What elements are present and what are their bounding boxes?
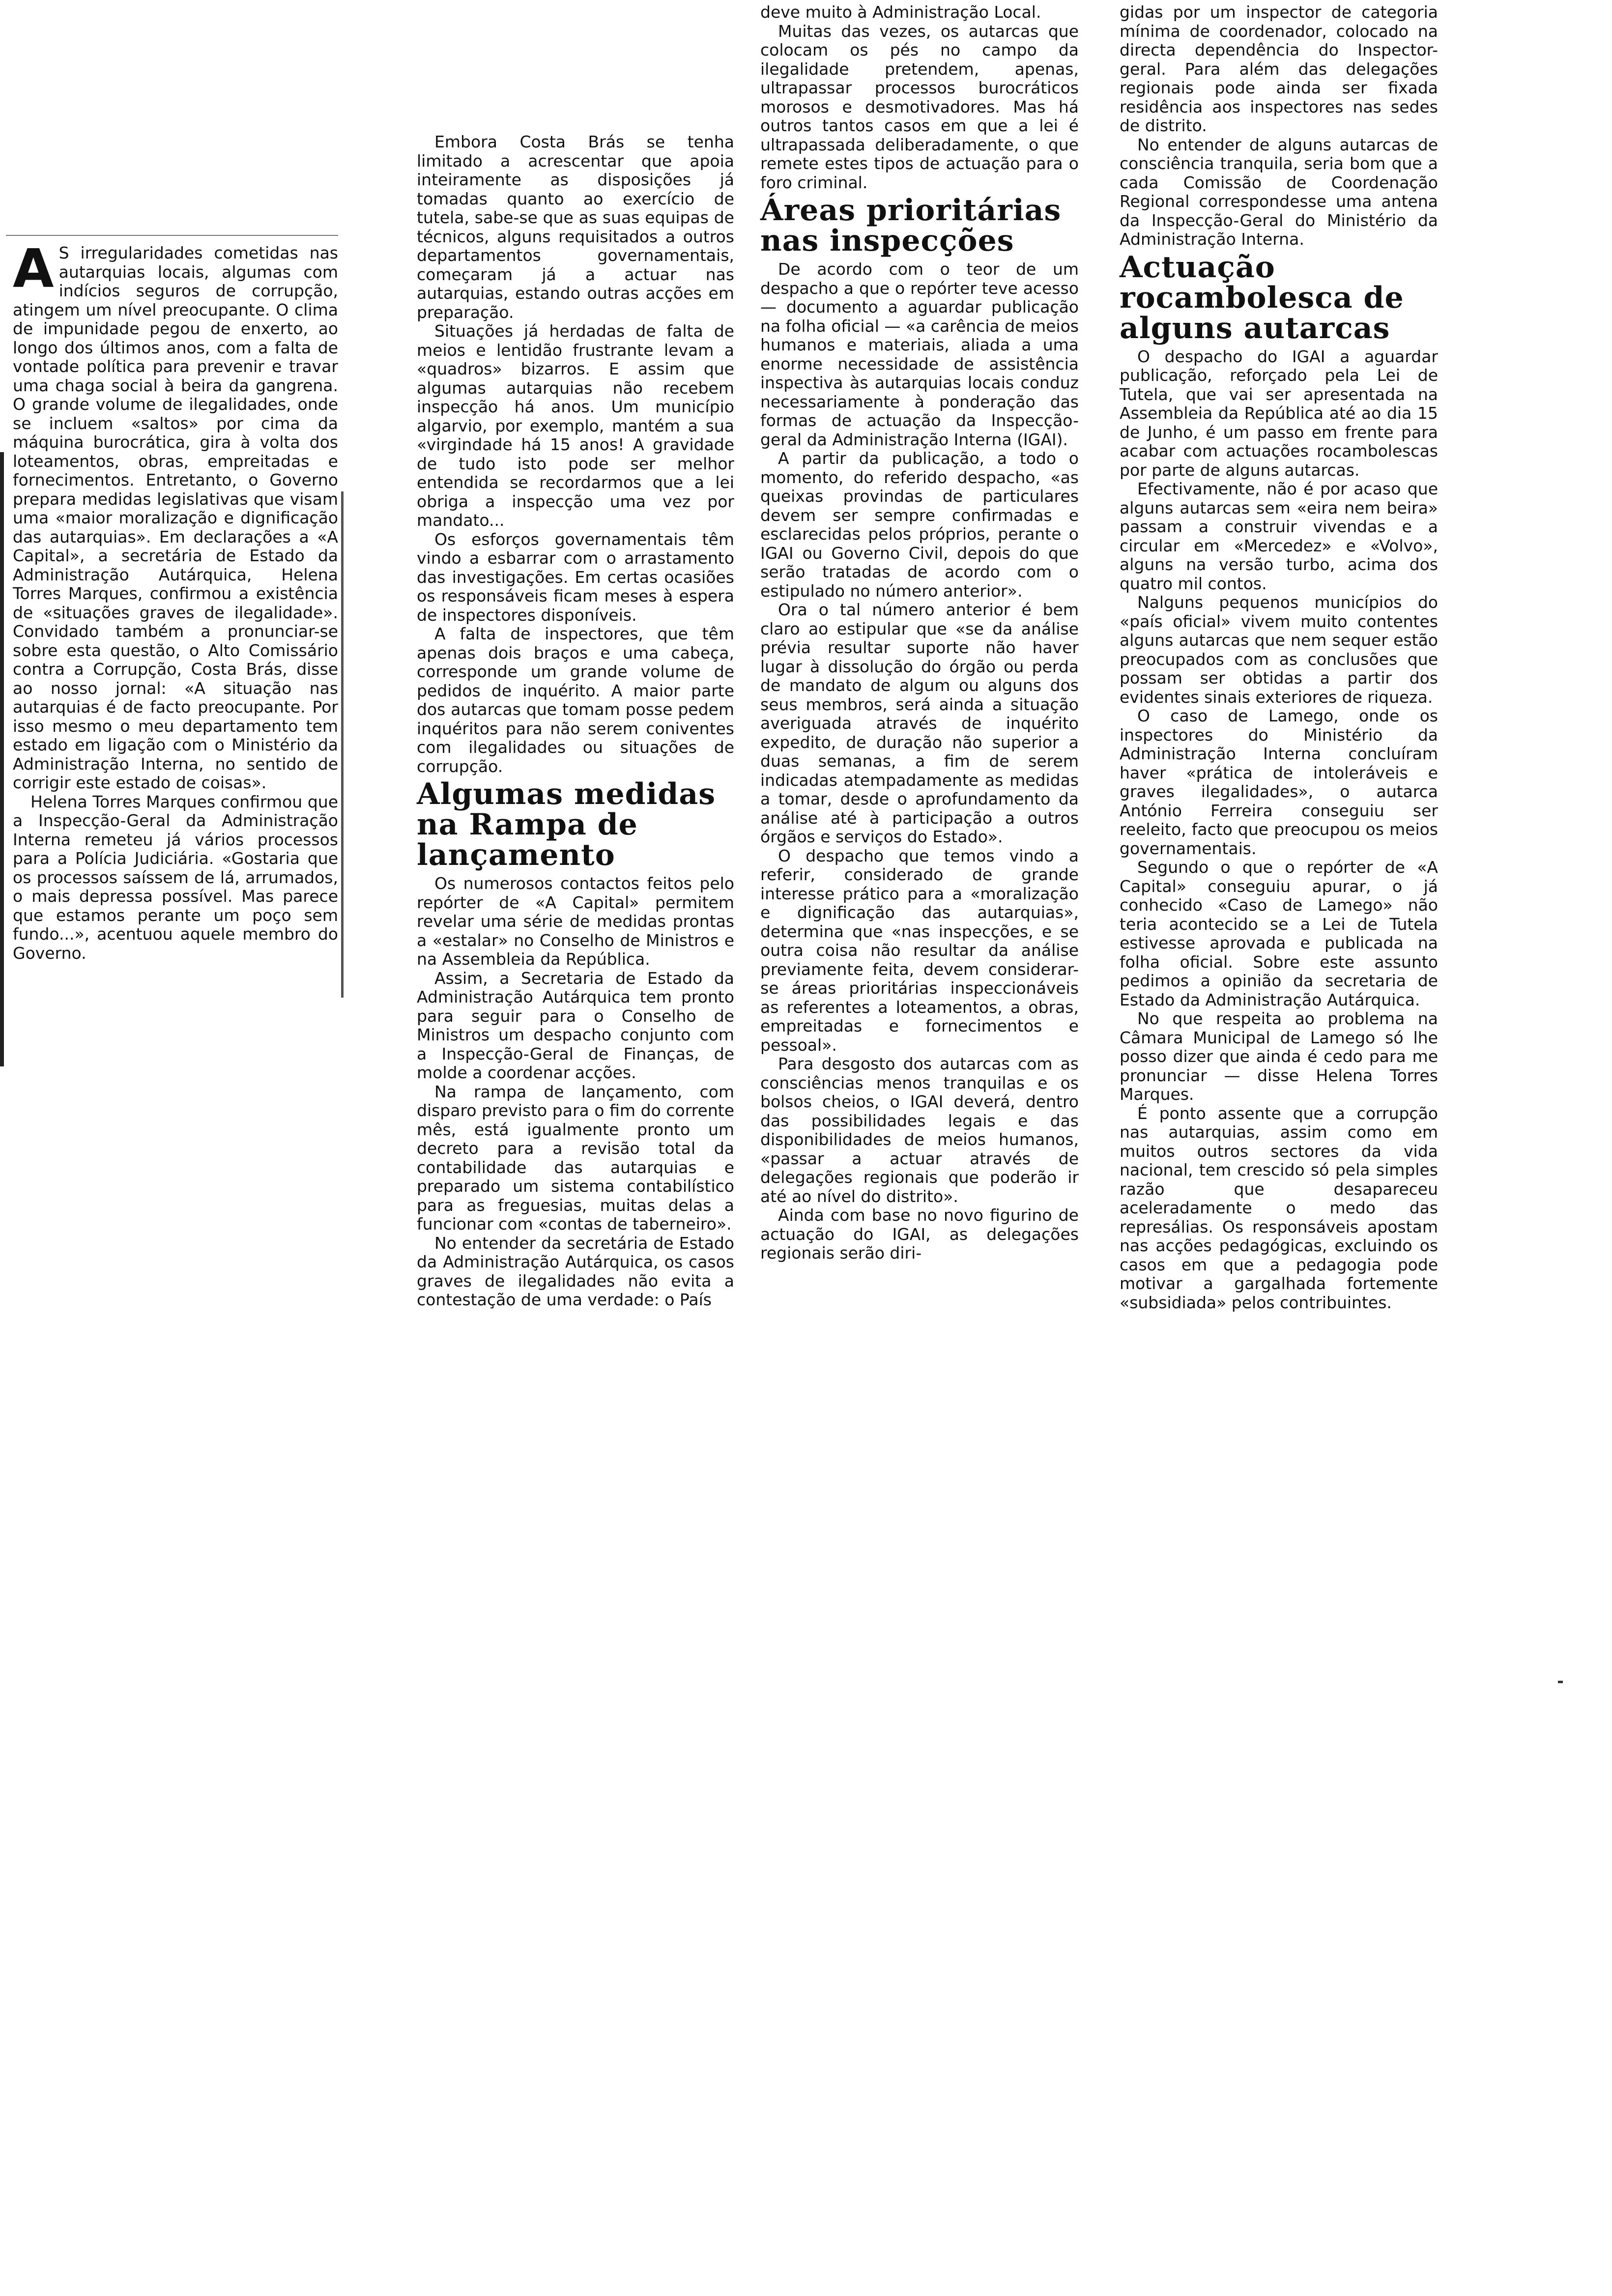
- col2-paragraph: Embora Costa Brás se tenha limitado a acrescentar que apoia inteiramente as disposições já tomadas quanto ao exercício de tutela, sabe-se que as suas equipas de técnicos, alguns requisitados a outros departamentos governamentais, começaram já a actuar nas autarquias, estando outras acções em preparação.: [417, 132, 734, 322]
- subheading-areas: Áreas prioritárias nas inspecções: [760, 193, 1062, 258]
- left-margin-bar: [0, 452, 4, 1066]
- col4-paragraph: Segundo o que o repórter de «A Capital» conseguiu apurar, o já conhecido «Caso de Lamego» não teria acontecido se a Lei de Tutela estivesse aprovada e publicada na folha oficial. Sobre este assunto pedimos a opinião da secretaria de Estado da Administração Autárquica.: [1120, 858, 1438, 1009]
- col2-paragraph: Situações já herdadas de falta de meios e lentidão frustrante levam a «quadros» bizarros. E assim que algumas autarquias não recebem inspecção há anos. Um município algarvio, por exemplo, mantém a sua «virgindade há 15 anos! A gravidade de tudo isto pode ser melhor entendida se recordarmos que a lei obriga a inspecção uma vez por mandato...: [417, 321, 734, 530]
- col4-paragraph: No que respeita ao problema na Câmara Municipal de Lamego só lhe posso dizer que ainda é cedo para me pronunciar — disse Helena Torres Marques.: [1120, 1009, 1438, 1104]
- col4-paragraph: No entender de alguns autarcas de consciência tranquila, seria bom que a cada Comissão de Coordenação Regional correspondesse uma antena da Inspecção-Geral do Ministério da Administração Interna.: [1120, 135, 1438, 249]
- col4-paragraph: Efectivamente, não é por acaso que alguns autarcas sem «eira nem beira» passam a construir vivendas e a circular em «Mercedez» e «Volvo», alguns na versão turbo, acima dos quatro mil contos.: [1120, 479, 1438, 593]
- col4-paragraph: O caso de Lamego, onde os inspectores do Ministério da Administração Interna concluíram haver «prática de intoleráveis e graves ilegalidades», o autarca António Ferreira conseguiu ser reeleito, facto que preocupou os meios governamentais.: [1120, 706, 1438, 858]
- col1-paragraph: S irregularidades cometidas nas autarquias locais, algumas com indícios seguros de corrupção, atingem um nível preocupante. O clima de impunidade pegou de enxerto, ao longo dos últimos anos, com a falta de vontade política para prevenir e travar uma chaga social à beira da gangrena. O grande volume de ilegalidades, onde se incluem «saltos» por cima da máquina burocrática, gira à volta dos loteamentos, obras, empreitadas e fornecimentos. Entretanto, o Governo prepara medidas legislativas que visam uma «maior moralização e dignificação das autarquias». Em declarações a «A Capital», a secretária de Estado da Administração Autárquica, Helena Torres Marques, confirmou a existência de «situações graves de ilegalidade». Convidado também a pronunciar-se sobre esta questão, o Alto Comissário contra a Corrupção, Costa Brás, disse ao nosso jornal: «A situação nas autarquias é de facto preocupante. Por isso mesmo o meu departamento tem estado em ligação com o Ministério da Administração Interna, no sentido de corrigir este estado de coisas».: [13, 243, 338, 792]
- col3-paragraph: deve muito à Administração Local.: [760, 2, 1041, 22]
- col3-paragraph: Ora o tal número anterior é bem claro ao estipular que «se da análise prévia resultar suporte não haver lugar à dissolução do órgão ou perda de mandato de algum ou alguns dos seus membros, será ainda a situação averiguada através de inquérito expedito, de duração não superior a duas semanas, a fim de serem indicadas atempadamente as medidas a tomar, desde o aprofundamento da análise até à participação a outros órgãos e serviços do Estado».: [760, 600, 1079, 846]
- subheading-medidas: Algumas medidas na Rampa de lançamento: [417, 777, 716, 872]
- column-2: [417, 133, 734, 1310]
- col3-paragraph: Ainda com base no novo figurino de actuação do IGAI, as delegações regionais serão diri-: [760, 1205, 1079, 1263]
- col2-paragraph: Os esforços governamentais têm vindo a esbarrar com o arrastamento das investigações. Em certas ocasiões os responsáveis ficam meses à espera de inspectores disponíveis.: [417, 529, 734, 625]
- header-rule: [6, 235, 338, 236]
- col2-paragraph: A falta de inspectores, que têm apenas dois braços e uma cabeça, corresponde um grande volume de pedidos de inquérito. A maior parte dos autarcas que tomam posse pedem inquéritos para não serem coniventes com ilegalidades ou situações de corrupção.: [417, 624, 734, 776]
- column-1: [13, 238, 338, 963]
- col3-paragraph: Para desgosto dos autarcas com as consciências menos tranquilas e os bolsos cheios, o IGAI deverá, dentro das possibilidades legais e das disponibilidades de meios humanos, «passar a actuar através de delegações regionais que poderão ir até ao nível do distrito».: [760, 1054, 1079, 1206]
- col2-paragraph: Os numerosos contactos feitos pelo repórter de «A Capital» permitem revelar uma série de medidas prontas a «estalar» no Conselho de Ministros e na Assembleia da República.: [417, 874, 734, 969]
- col3-paragraph: A partir da publicação, a todo o momento, do referido despacho, «as queixas provindas de particulares devem ser sempre confirmadas e esclarecidas pelos próprios, perante o IGAI ou Governo Civil, depois do que serão tratadas de acordo com o estipulado no número anterior».: [760, 449, 1079, 601]
- col4-paragraph: gidas por um inspector de categoria mínima de coordenador, colocado na directa dependência do Inspector-geral. Para além das delegações regionais pode ainda ser fixada residência aos inspectores nas sedes de distrito.: [1120, 2, 1438, 135]
- subheading-actuacao: Actuação rocambolesca de alguns autarcas: [1120, 250, 1404, 345]
- col2-paragraph: Assim, a Secretaria de Estado da Administração Autárquica tem pronto para seguir para o Conselho de Ministros um despacho conjunto com a Inspecção-Geral de Finanças, de molde a coordenar acções.: [417, 968, 734, 1082]
- col3-paragraph: De acordo com o teor de um despacho a que o repórter teve acesso — documento a aguardar publicação na folha oficial — «a carência de meios humanos e materiais, aliada a uma enorme necessidade de assistência inspectiva às autarquias locais conduz necessariamente à ponderação das formas de actuação da Inspecção-geral da Administração Interna (IGAI).: [760, 259, 1079, 449]
- col2-paragraph: No entender da secretária de Estado da Administração Autárquica, os casos graves de ilegalidades não evita a contestação de uma verdade: o País: [417, 1233, 734, 1309]
- col2-paragraph: Na rampa de lançamento, com disparo previsto para o fim do corrente mês, está igualmente pronto um decreto para a revisão total da contabilidade das autarquias e preparado um sistema contabilístico para as freguesias, muitas delas a funcionar com «contas de taberneiro».: [417, 1082, 734, 1234]
- column-4: [1120, 3, 1438, 1312]
- col4-paragraph: Nalguns pequenos municípios do «país oficial» vivem muito contentes alguns autarcas que nem sequer estão preocupados com as conclusões que possam ser obtidas a partir dos evidentes sinais exteriores de riqueza.: [1120, 593, 1438, 707]
- col3-paragraph: O despacho que temos vindo a referir, considerado de grande interesse prático para a «moralização e dignificação das autarquias», determina que «nas inspecções, e se outra coisa não resultar da análise previamente feita, devem considerar-se áreas prioritárias inspeccionáveis as referentes a loteamentos, a obras, empreitadas e fornecimentos e pessoal».: [760, 846, 1079, 1055]
- col4-paragraph: O despacho do IGAI a aguardar publicação, reforçado pela Lei de Tutela, que vai ser apresentada na Assembleia da República até ao dia 15 de Junho, é um passo em frente para acabar com actuações rocambolescas por parte de alguns autarcas.: [1120, 346, 1438, 480]
- scan-speck: [1558, 1681, 1563, 1683]
- column-3: [760, 3, 1079, 1263]
- scan-edge-bar: [341, 491, 344, 998]
- drop-cap: A: [13, 238, 54, 300]
- col4-paragraph: É ponto assente que a corrupção nas autarquias, assim como em muitos outros sectores da vida nacional, tem crescido só pela simples razão que desapareceu aceleradamente o medo das represálias. Os responsáveis apostam nas acções pedagógicas, excluindo os casos em que a pedagogia pode motivar a gargalhada fortemente «subsidiada» pelos contribuintes.: [1120, 1103, 1438, 1312]
- col1-paragraph: Helena Torres Marques confirmou que a Inspecção-Geral da Administração Interna remeteu já vários processos para a Polícia Judiciária. «Gostaria que os processos saíssem de lá, arrumados, o mais depressa possível. Mas parece que estamos perante um poço sem fundo...», acentuou aquele membro do Governo.: [13, 792, 338, 963]
- col3-paragraph: Muitas das vezes, os autarcas que colocam os pés no campo da ilegalidade pretendem, apenas, ultrapassar processos burocráticos morosos e desmotivadores. Mas há outros tantos casos em que a lei é ultrapassada deliberadamente, o que remete estes tipos de actuação para o foro criminal.: [760, 21, 1079, 192]
